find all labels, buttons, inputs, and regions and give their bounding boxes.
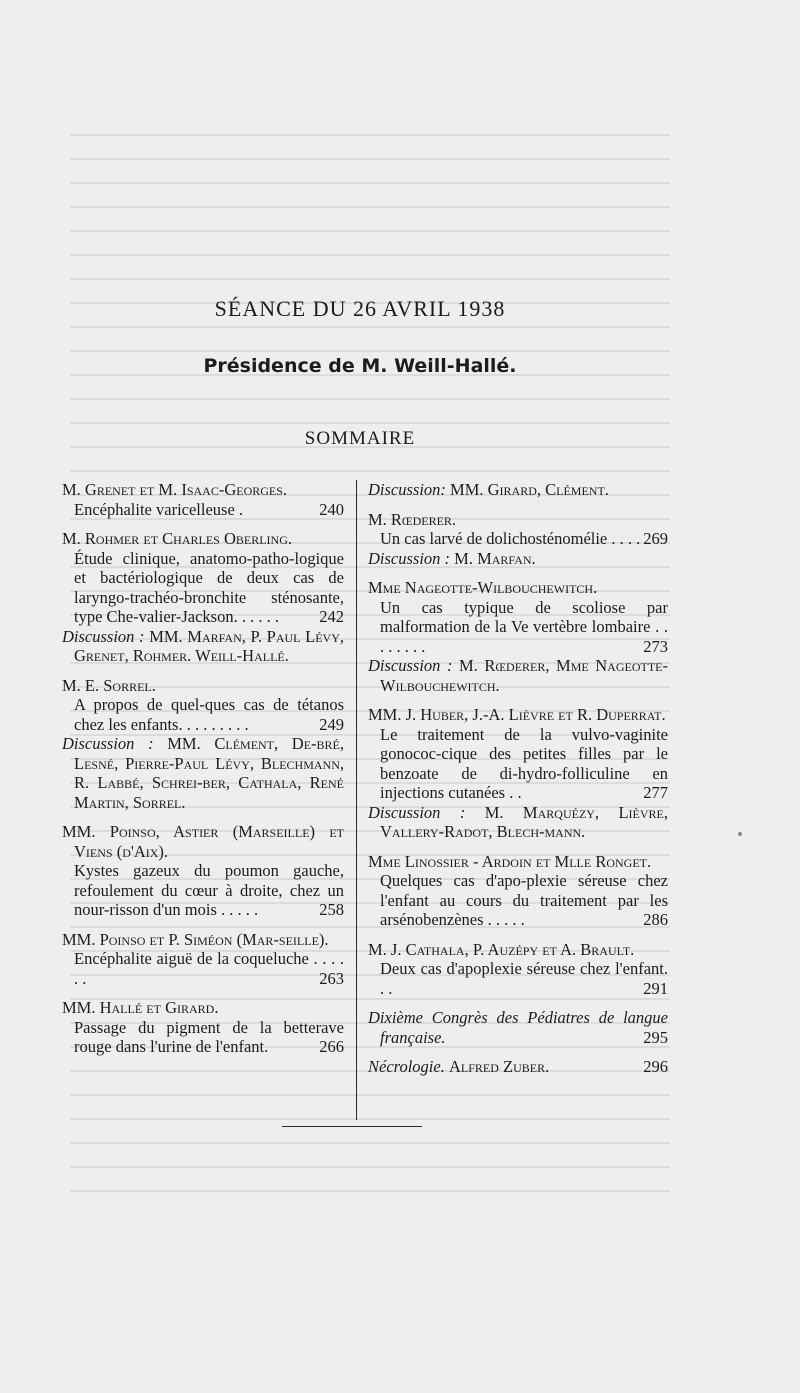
end-rule xyxy=(282,1126,422,1127)
entry-page: 249 xyxy=(319,714,344,734)
entry-page: 240 xyxy=(319,499,344,519)
presidence-line: Présidence de M. Weill-Hallé. xyxy=(203,355,517,377)
entry-authors: M. E. Sorrel. xyxy=(62,675,156,695)
toc-entry xyxy=(62,998,344,1057)
entry-title: Dixième Congrès des Pédiatres de langue française. xyxy=(368,1008,668,1047)
entry-authors: Alfred Zuber. xyxy=(448,1057,550,1076)
entry-page: 277 xyxy=(643,783,668,802)
entry-title: Passage du pigment de la betterave rouge dans l'urine de l'enfant. xyxy=(74,1017,344,1056)
entry-page: 258 xyxy=(319,900,344,919)
entry-authors: MM. Hallé et Girard. xyxy=(62,998,219,1017)
toc-entry xyxy=(368,510,668,569)
entry-page: 273 xyxy=(643,636,668,656)
discussion-label: Discussion : xyxy=(368,548,451,568)
entry-page: 291 xyxy=(643,978,668,998)
entry-page: 242 xyxy=(319,607,344,626)
discussion-label: Discussion : xyxy=(368,656,453,675)
entry-title: Nécrologie. xyxy=(368,1057,445,1076)
discussion-label: Discussion : xyxy=(62,734,154,753)
toc-entry xyxy=(62,930,344,989)
left-column xyxy=(62,480,344,1067)
entry-page: 286 xyxy=(643,910,668,929)
discussion-label: Discussion : xyxy=(368,802,466,822)
entry-title: Un cas typique de scoliose par malformation de la Ve vertèbre lombaire . . . . . . . . xyxy=(380,597,668,656)
entry-page: 295 xyxy=(643,1027,668,1047)
seance-title: SÉANCE DU 26 AVRIL 1938 xyxy=(214,296,506,321)
entry-title: Le traitement de la vulvo-vaginite gonococ-cique des petites filles par le benzoate de di-hydro-folliculine en injections cutanées . . xyxy=(380,724,668,802)
toc-entry xyxy=(368,852,668,930)
discussion-label: Discussion : xyxy=(62,626,145,646)
entry-page: 266 xyxy=(319,1037,344,1056)
entry-authors: MM. Poinso, Astier (Marseille) et Viens (d'Aix). xyxy=(62,822,344,861)
paper-speck xyxy=(738,832,742,836)
entry-authors: MM. Poinso et P. Siméon (Mar-seille). xyxy=(62,929,329,949)
entry-authors: M. J. Cathala, P. Auzépy et A. Brault. xyxy=(368,939,635,959)
toc-entry xyxy=(62,529,344,666)
toc-entry xyxy=(62,822,344,920)
toc-entry xyxy=(368,1008,668,1047)
entry-authors: MM. J. Huber, J.-A. Lièvre et R. Duperrat. xyxy=(368,705,666,724)
entry-title: Un cas larvé de dolichosténomélie . . . . xyxy=(380,529,641,548)
discussion-names: M. Marquézy, Lièvre, Vallery-Radot, Blech-mann. xyxy=(380,802,668,841)
entry-page: 269 xyxy=(643,529,668,548)
toc-entry xyxy=(368,705,668,842)
entry-title: Encéphalite varicelleuse . xyxy=(74,499,244,519)
sommaire-heading: SOMMAIRE xyxy=(304,428,416,449)
discussion-names: MM. Girard, Clément. xyxy=(450,480,609,499)
entry-title: A propos de quel-ques cas de tétanos chez les enfants. . . . . . . . . xyxy=(74,695,344,734)
entry-page: 296 xyxy=(643,1057,668,1076)
entry-title: Quelques cas d'apo-plexie séreuse chez l'enfant au cours du traitement par les arsénobenzènes . . . . . xyxy=(380,871,668,929)
discussion-names: MM. Marfan, P. Paul Lévy, Grenet, Rohmer. Weill-Hallé. xyxy=(74,626,344,665)
entry-authors: M. Grenet et M. Isaac-Georges. xyxy=(62,480,288,499)
toc-entry xyxy=(368,940,668,999)
entry-title: Encéphalite aiguë de la coqueluche . . . . . . xyxy=(74,949,344,988)
toc-entry xyxy=(368,578,668,695)
toc-entry xyxy=(62,676,344,813)
discussion-label: Discussion: xyxy=(368,480,446,499)
right-column xyxy=(368,480,668,1087)
entry-title: Deux cas d'apoplexie séreuse chez l'enfant. . . xyxy=(380,959,668,998)
entry-page: 263 xyxy=(319,968,344,988)
entry-authors: Mme Nageotte-Wilbouchewitch. xyxy=(368,578,598,597)
discussion-names: MM. Clément, De-bré, Lesné, Pierre-Paul Lévy, Blechmann, R. Labbé, Schrei-ber, Cathala, René Martin, Sorrel. xyxy=(74,734,344,812)
column-divider xyxy=(356,480,357,1120)
entry-title: Étude clinique, anatomo-patho-logique et bactériologique de deux cas de laryngo-trachéo-bronchite sténosante, type Che-valier-Jackson. . . . . . xyxy=(74,548,344,626)
discussion-names: M. Marfan. xyxy=(454,548,536,568)
entry-title: Kystes gazeux du poumon gauche, refoulement du cœur à droite, chez un nour-risson d'un mois . . . . . xyxy=(74,861,344,919)
entry-authors: M. Rohmer et Charles Oberling. xyxy=(62,529,293,548)
toc-entry xyxy=(368,480,668,500)
discussion-names: M. Rœderer, Mme Nageotte-Wilbouchewitch. xyxy=(380,656,668,695)
toc-entry xyxy=(368,1057,668,1077)
entry-authors: M. Rœderer. xyxy=(368,509,457,529)
toc-entry xyxy=(62,480,344,519)
entry-authors: Mme Linossier - Ardoin et Mlle Ronget. xyxy=(368,851,652,871)
